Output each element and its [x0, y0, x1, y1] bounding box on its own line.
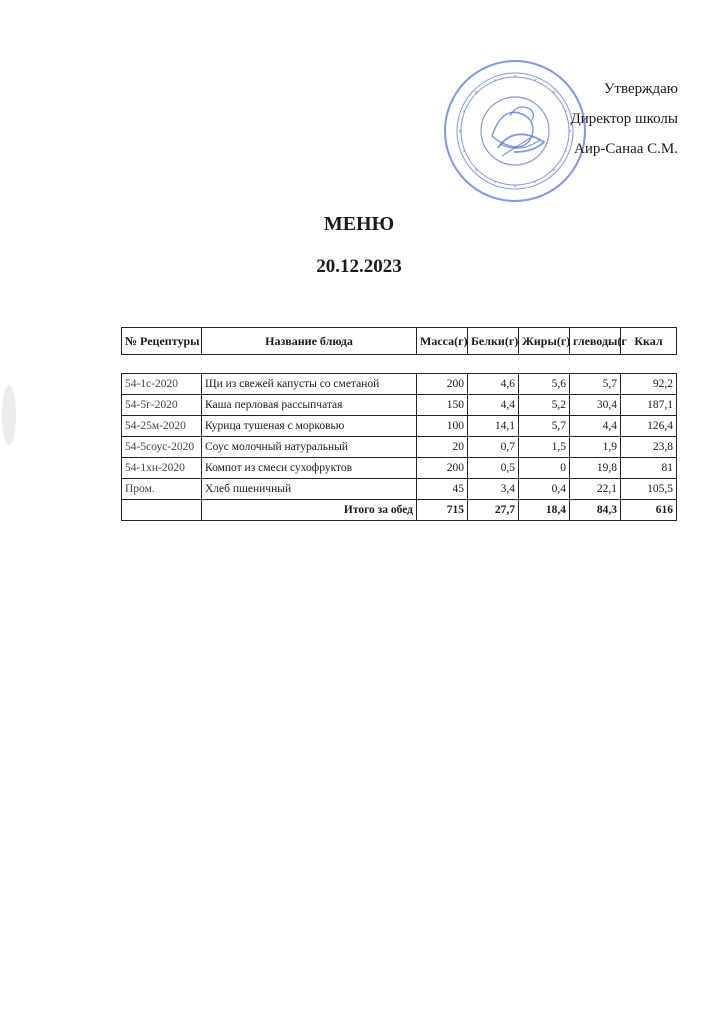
- carbs-value: 22,1: [570, 479, 621, 500]
- kcal-value: 105,5: [621, 479, 677, 500]
- protein-value: 14,1: [468, 416, 519, 437]
- carbs-value: 4,4: [570, 416, 621, 437]
- menu-table: [121, 373, 677, 521]
- dish-name: Щи из свежей капусты со сметаной: [202, 374, 417, 395]
- dish-name: Курица тушеная с морковью: [202, 416, 417, 437]
- kcal-value: 92,2: [621, 374, 677, 395]
- mass-value: 200: [417, 458, 468, 479]
- header-protein: Белки(г): [468, 328, 519, 355]
- fat-value: 5,7: [519, 416, 570, 437]
- mass-value: 150: [417, 395, 468, 416]
- total-mass: 715: [417, 500, 468, 521]
- approval-block: [478, 74, 678, 164]
- header-kcal: Ккал: [621, 328, 677, 355]
- kcal-value: 126,4: [621, 416, 677, 437]
- dish-name: Компот из смеси сухофруктов: [202, 458, 417, 479]
- header-dish: Название блюда: [202, 328, 417, 355]
- fat-value: 1,5: [519, 437, 570, 458]
- protein-value: 0,5: [468, 458, 519, 479]
- kcal-value: 23,8: [621, 437, 677, 458]
- mass-value: 100: [417, 416, 468, 437]
- recipe-code: 54-1с-2020: [122, 374, 202, 395]
- menu-table-header: [121, 327, 677, 355]
- dish-name: Хлеб пшеничный: [202, 479, 417, 500]
- header-mass: Масса(г): [417, 328, 468, 355]
- table-row: [122, 437, 677, 458]
- recipe-code: Пром.: [122, 479, 202, 500]
- total-protein: 27,7: [468, 500, 519, 521]
- recipe-code: 54-25м-2020: [122, 416, 202, 437]
- total-fat: 18,4: [519, 500, 570, 521]
- protein-value: 4,4: [468, 395, 519, 416]
- table-row: [122, 479, 677, 500]
- carbs-value: 1,9: [570, 437, 621, 458]
- approval-line-1: Утверждаю: [603, 81, 678, 97]
- carbs-value: 5,7: [570, 374, 621, 395]
- fat-value: 5,2: [519, 395, 570, 416]
- dish-name: Соус молочный натуральный: [202, 437, 417, 458]
- total-carbs: 84,3: [570, 500, 621, 521]
- protein-value: 3,4: [468, 479, 519, 500]
- scan-smudge: [2, 385, 16, 445]
- recipe-code: 54-5соус-2020: [122, 437, 202, 458]
- kcal-value: 187,1: [621, 395, 677, 416]
- fat-value: 5,6: [519, 374, 570, 395]
- recipe-code: 54-1хн-2020: [122, 458, 202, 479]
- table-row: [122, 458, 677, 479]
- header-carbs: глеводы(г: [570, 328, 621, 355]
- table-row: [122, 374, 677, 395]
- table-row: [122, 395, 677, 416]
- page-title: МЕНЮ: [323, 213, 395, 235]
- protein-value: 0,7: [468, 437, 519, 458]
- menu-date: 20.12.2023: [316, 256, 402, 277]
- total-label: Итого за обед: [202, 500, 417, 521]
- total-empty-cell: [122, 500, 202, 521]
- header-recipe: № Рецептуры: [122, 328, 202, 355]
- table-row: [122, 416, 677, 437]
- fat-value: 0,4: [519, 479, 570, 500]
- fat-value: 0: [519, 458, 570, 479]
- carbs-value: 30,4: [570, 395, 621, 416]
- recipe-code: 54-5г-2020: [122, 395, 202, 416]
- carbs-value: 19,8: [570, 458, 621, 479]
- mass-value: 20: [417, 437, 468, 458]
- kcal-value: 81: [621, 458, 677, 479]
- header-fat: Жиры(г): [519, 328, 570, 355]
- mass-value: 200: [417, 374, 468, 395]
- approval-line-2: Директор школы: [570, 111, 678, 127]
- total-row: [122, 500, 677, 521]
- total-kcal: 616: [621, 500, 677, 521]
- approval-line-3: Аир-Санаа С.М.: [574, 141, 678, 157]
- mass-value: 45: [417, 479, 468, 500]
- dish-name: Каша перловая рассыпчатая: [202, 395, 417, 416]
- protein-value: 4,6: [468, 374, 519, 395]
